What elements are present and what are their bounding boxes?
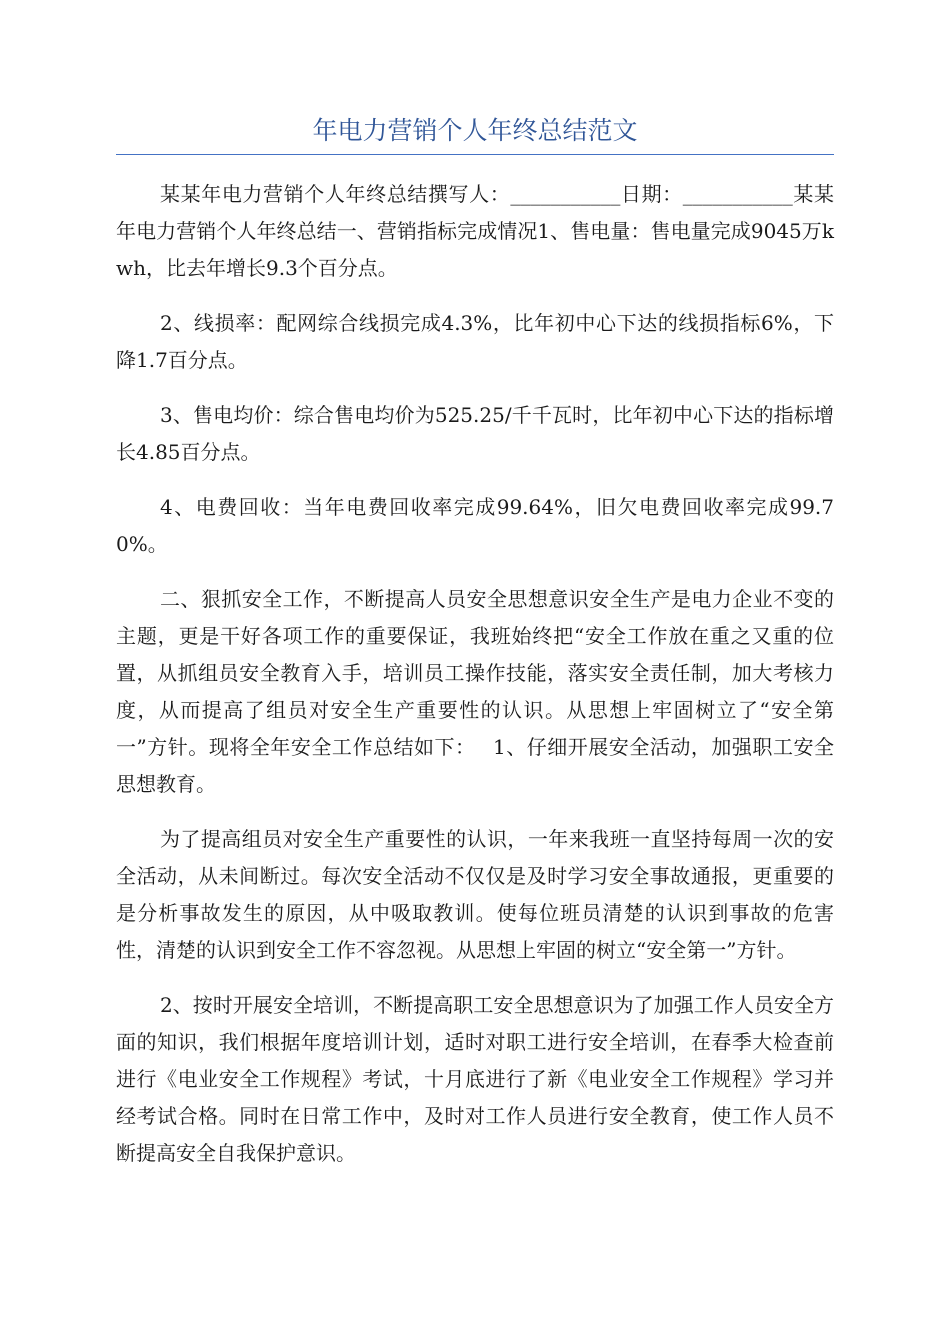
paragraph-safety-training: 2、按时开展安全培训，不断提高职工安全思想意识为了加强工作人员安全方面的知识，我们根据年度培训计划，适时对职工进行安全培训，在春季大检查前进行《电业安全工作规程》考试，十月底进行了新《电业安全工作规程》学习并经考试合格。同时在日常工作中，及时对工作人员进行安全教育，使工作人员不断提高安全自我保护意识。 xyxy=(116,993,834,1165)
paragraph-safety-activity: 为了提高组员对安全生产重要性的认识，一年来我班一直坚持每周一次的安全活动，从未间断过。每次安全活动不仅仅是及时学习安全事故通报，更重要的是分析事故发生的原因，从中吸取教训。使每位班员清楚的认识到事故的危害性，清楚的认识到安全工作不容忽视。从思想上牢固的树立“安全第一”方针。 xyxy=(116,827,834,962)
paragraph-line-loss: 2、线损率：配网综合线损完成4.3%，比年初中心下达的线损指标6%，下降1.7百分点。 xyxy=(116,311,834,372)
title-underline xyxy=(116,154,834,155)
paragraph-intro-sales-volume: 某某年电力营销个人年终总结撰写人：___________日期：___________某某年电力营销个人年终总结一、营销指标完成情况1、售电量：售电量完成9045万kwh，比去年增长9.3个百分点。 xyxy=(116,182,834,280)
paragraph-safety-work: 二、狠抓安全工作，不断提高人员安全思想意识安全生产是电力企业不变的主题，更是干好各项工作的重要保证，我班始终把“安全工作放在重之又重的位置，从抓组员安全教育入手，培训员工操作技能，落实安全责任制，加大考核力度，从而提高了组员对安全生产重要性的认识。从思想上牢固树立了“安全第一”方针。现将全年安全工作总结如下： 1、仔细开展安全活动，加强职工安全思想教育。 xyxy=(116,587,834,796)
paragraph-fee-recovery: 4、电费回收：当年电费回收率完成99.64%，旧欠电费回收率完成99.70%。 xyxy=(116,495,834,556)
document-body xyxy=(116,176,834,1190)
paragraph-average-price: 3、售电均价：综合售电均价为525.25/千千瓦时，比年初中心下达的指标增长4.85百分点。 xyxy=(116,403,834,464)
document-title: 年电力营销个人年终总结范文 xyxy=(312,116,638,145)
